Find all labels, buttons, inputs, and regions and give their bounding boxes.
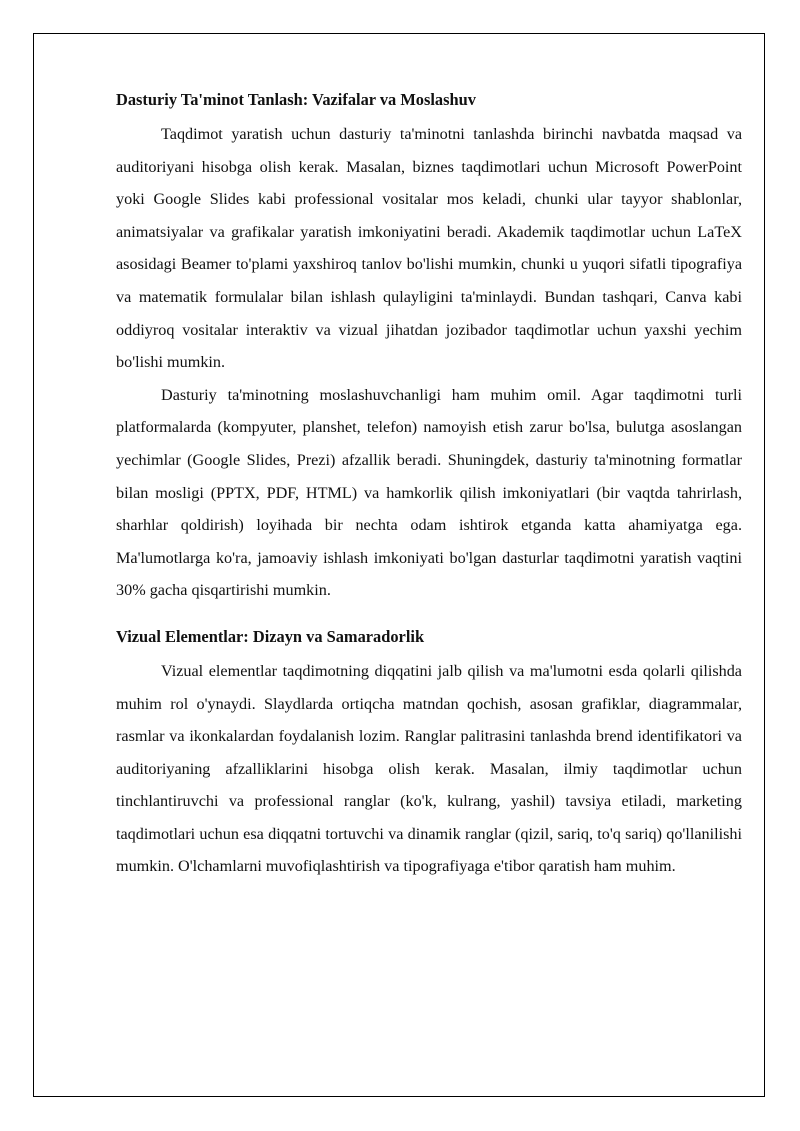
document-body (116, 88, 742, 883)
section-heading-software: Dasturiy Ta'minot Tanlash: Vazifalar va Moslashuv (116, 90, 476, 109)
paragraph-visual-elements: Vizual elementlar taqdimotning diqqatini jalb qilish va ma'lumotni esda qolarli qilishda muhim rol o'ynaydi. Slaydlarda ortiqcha matndan qochish, asosan grafiklar, diagrammalar, rasmlar va ikonkalardan foydalanish lozim. Ranglar palitrasini tanlashda brend identifikatori va auditoriyaning afzalliklarini hisobga olish kerak. Masalan, ilmiy taqdimotlar uchun tinchlantiruvchi va professional ranglar (ko'k, kulrang, yashil) tavsiya etiladi, marketing taqdimotlari uchun esa diqqatni tortuvchi va dinamik ranglar (qizil, sariq, to'q sariq) qo'llanilishi mumkin. O'lchamlarni muvofiqlashtirish va tipografiyaga e'tibor qaratish ham muhim. (116, 661, 742, 876)
paragraph-software-flexibility: Dasturiy ta'minotning moslashuvchanligi ham muhim omil. Agar taqdimotni turli platformalarda (kompyuter, planshet, telefon) namoyish etish zarur bo'lsa, bulutga asoslangan yechimlar (Google Slides, Prezi) afzallik beradi. Shuningdek, dasturiy ta'minotning formatlar bilan mosligi (PPTX, PDF, HTML) va hamkorlik qilish imkoniyatlari (bir vaqtda tahrirlash, sharhlar qoldirish) loyihada bir nechta odam ishtirok etganda katta ahamiyatga ega. Ma'lumotlarga ko'ra, jamoaviy ishlash imkoniyati bo'lgan dasturlar taqdimotni yaratish vaqtini 30% gacha qisqartirishi mumkin. (116, 385, 742, 600)
section-heading-visual: Vizual Elementlar: Dizayn va Samaradorlik (116, 626, 425, 646)
paragraph-software-choice: Taqdimot yaratish uchun dasturiy ta'minotni tanlashda birinchi navbatda maqsad va auditoriyani hisobga olish kerak. Masalan, biznes taqdimotlari uchun Microsoft PowerPoint yoki Google Slides kabi professional vositalar mos keladi, chunki ular tayyor shablonlar, animatsiyalar va grafikalar yaratish imkoniyatini beradi. Akademik taqdimotlar uchun LaTeX asosidagi Beamer to'plami yaxshiroq tanlov bo'lishi mumkin, chunki u yuqori sifatli tipografiya va matematik formulalar bilan ishlash qulayligini ta'minlaydi. Bundan tashqari, Canva kabi oddiyroq vositalar interaktiv va vizual jihatdan jozibador taqdimotlar uchun yaxshi yechim bo'lishi mumkin. (116, 125, 742, 372)
